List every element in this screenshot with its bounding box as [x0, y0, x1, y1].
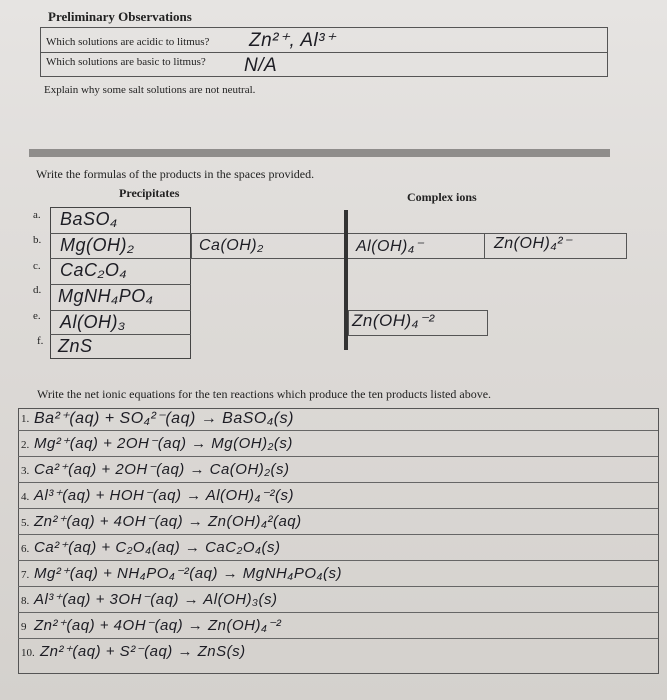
products-instruction: Write the formulas of the products in the spaces provided. [36, 167, 315, 181]
row-line [50, 258, 191, 259]
row-letter-a: a. [33, 209, 41, 221]
equation-number: 8. [21, 595, 30, 607]
equation-row [18, 616, 658, 639]
equation-number: 6. [21, 543, 30, 555]
equation-text[interactable]: Zn²⁺(aq) + S²⁻(aq) → ZnS(s) [40, 643, 246, 660]
precipitate-b-extra[interactable]: Ca(OH)₂ [199, 237, 264, 254]
precipitates-header: Precipitates [119, 186, 180, 200]
table-divider [40, 52, 608, 53]
equation-number: 5. [21, 517, 30, 529]
equation-number: 3. [21, 465, 30, 477]
equation-text[interactable]: Ca²⁺(aq) + 2OH⁻(aq) → Ca(OH)₂(s) [34, 461, 290, 478]
equation-row [18, 564, 658, 587]
row-letter-f: f. [37, 335, 44, 347]
explain-prompt: Explain why some salt solutions are not neutral. [44, 84, 256, 96]
equation-row [18, 460, 658, 483]
equation-text[interactable]: Zn²⁺(aq) + 4OH⁻(aq) → Zn(OH)₄²(aq) [34, 513, 302, 530]
acidic-answer[interactable]: Zn²⁺, Al³⁺ [249, 30, 336, 51]
complex-b-1[interactable]: Al(OH)₄⁻ [356, 238, 424, 255]
acidic-question: Which solutions are acidic to litmus? [46, 36, 210, 48]
cell-divider [484, 233, 485, 259]
complex-e[interactable]: Zn(OH)₄⁻² [352, 311, 435, 330]
row-letter-b: b. [33, 234, 42, 246]
equation-row [18, 642, 658, 664]
equation-row [18, 538, 658, 561]
complex-b-2[interactable]: Zn(OH)₄²⁻ [494, 235, 573, 252]
precipitate-b[interactable]: Mg(OH)₂ [60, 235, 135, 255]
complex-ions-header: Complex ions [407, 190, 477, 204]
equation-row [18, 486, 658, 509]
equation-text[interactable]: Mg²⁺(aq) + NH₄PO₄⁻²(aq) → MgNH₄PO₄(s) [34, 565, 342, 582]
precipitate-f[interactable]: ZnS [58, 336, 93, 356]
precipitate-e[interactable]: Al(OH)₃ [60, 312, 126, 332]
equation-text[interactable]: Mg²⁺(aq) + 2OH⁻(aq) → Mg(OH)₂(s) [34, 435, 293, 452]
basic-answer[interactable]: N/A [244, 55, 278, 76]
equation-number: 10. [21, 647, 35, 659]
equation-number: 4. [21, 491, 30, 503]
page-title: Preliminary Observations [48, 9, 192, 24]
equation-text[interactable]: Zn²⁺(aq) + 4OH⁻(aq) → Zn(OH)₄⁻² [34, 617, 282, 634]
row-line [50, 284, 191, 285]
equation-text[interactable]: Ca²⁺(aq) + C₂O₄(aq) → CaC₂O₄(s) [34, 539, 281, 556]
equation-row [18, 408, 658, 431]
row-line [50, 310, 191, 311]
precipitate-d[interactable]: MgNH₄PO₄ [58, 286, 154, 306]
equation-number: 7. [21, 569, 30, 581]
equation-text[interactable]: Al³⁺(aq) + 3OH⁻(aq) → Al(OH)₃(s) [34, 591, 278, 608]
row-line [50, 233, 191, 234]
row-letter-d: d. [33, 284, 42, 296]
row-letter-e: e. [33, 310, 41, 322]
equation-number: 9 [21, 621, 27, 633]
equation-text[interactable]: Al³⁺(aq) + HOH⁻(aq) → Al(OH)₄⁻²(s) [34, 487, 294, 504]
precipitate-c[interactable]: CaC₂O₄ [60, 260, 128, 280]
equations-instruction: Write the net ionic equations for the ten reactions which produce the ten products listed above. [37, 387, 492, 401]
section-divider [29, 149, 610, 157]
row-letter-c: c. [33, 260, 41, 272]
row-line [50, 334, 191, 335]
equation-number: 1. [21, 413, 30, 425]
precipitate-a[interactable]: BaSO₄ [60, 209, 118, 229]
equation-row [18, 512, 658, 535]
equation-text[interactable]: Ba²⁺(aq) + SO₄²⁻(aq) → BaSO₄(s) [34, 410, 294, 427]
equation-row [18, 434, 658, 457]
equation-number: 2. [21, 439, 30, 451]
equation-row [18, 590, 658, 613]
basic-question: Which solutions are basic to litmus? [46, 56, 206, 68]
